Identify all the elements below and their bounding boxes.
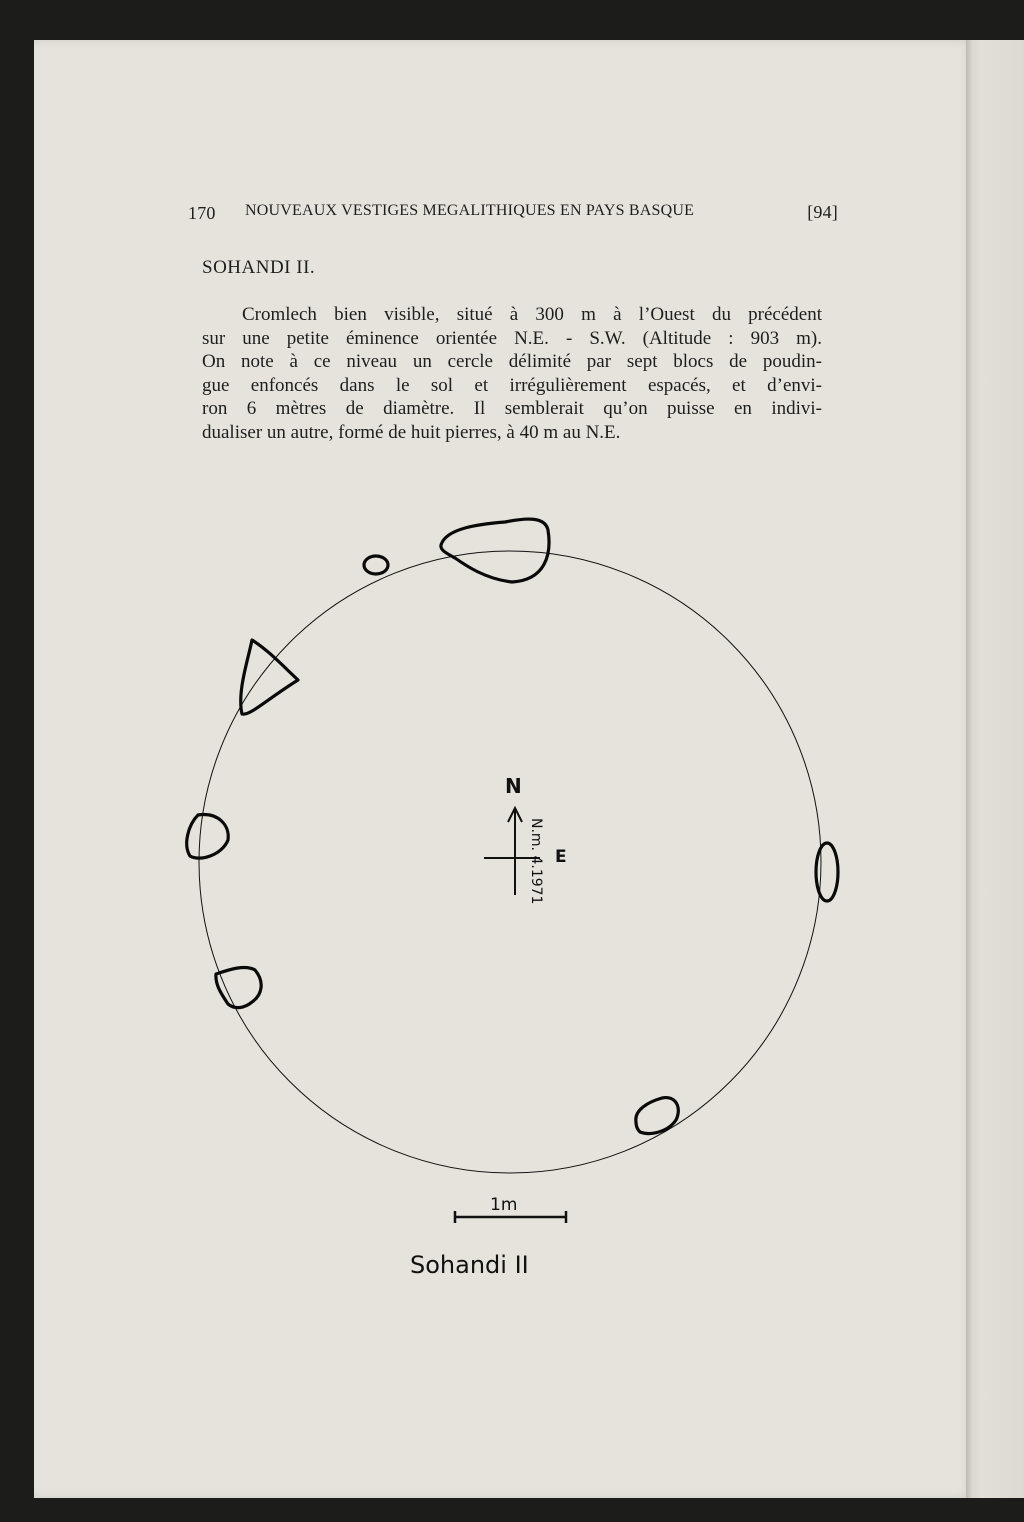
compass-rose — [484, 774, 567, 904]
section-title: SOHANDI II. — [202, 257, 316, 278]
cromlech-circle — [199, 551, 821, 1173]
stone-east — [816, 843, 838, 901]
stone-west — [187, 815, 228, 859]
scale-bar — [455, 1195, 566, 1223]
running-title: NOUVEAUX VESTIGES MEGALITHIQUES EN PAYS BASQUE — [245, 202, 695, 219]
paragraph-line: On note à ce niveau un cercle délimité par sept blocs de poudin- — [202, 351, 822, 372]
original-page-bracket: [94] — [807, 202, 838, 222]
stone-southeast — [636, 1098, 679, 1134]
paragraph-line: ron 6 mètres de diamètre. Il semblerait qu’on puisse en indivi- — [202, 398, 822, 419]
stone-northwest — [241, 640, 298, 714]
page-number: 170 — [188, 203, 216, 223]
stone-north — [441, 519, 549, 582]
east-label: E — [555, 847, 567, 867]
paragraph-line: dualiser un autre, formé de huit pierres, à 40 m au N.E. — [202, 421, 621, 443]
stone-southwest — [216, 967, 261, 1007]
north-label: N — [505, 774, 522, 798]
stone-small-outer — [364, 556, 388, 574]
scale-label: 1m — [490, 1195, 518, 1215]
figure-caption: Sohandi II — [410, 1251, 529, 1279]
paragraph-line: gue enfoncés dans le sol et irrégulièrement espacés, et d’envi- — [202, 374, 822, 396]
date-note: N.m. 4.1971 — [528, 818, 544, 905]
paragraph-line: sur une petite éminence orientée N.E. - S.W. (Altitude : 903 m). — [202, 327, 822, 349]
paragraph-line: Cromlech bien visible, situé à 300 m à l’Ouest du précédent — [242, 304, 822, 325]
